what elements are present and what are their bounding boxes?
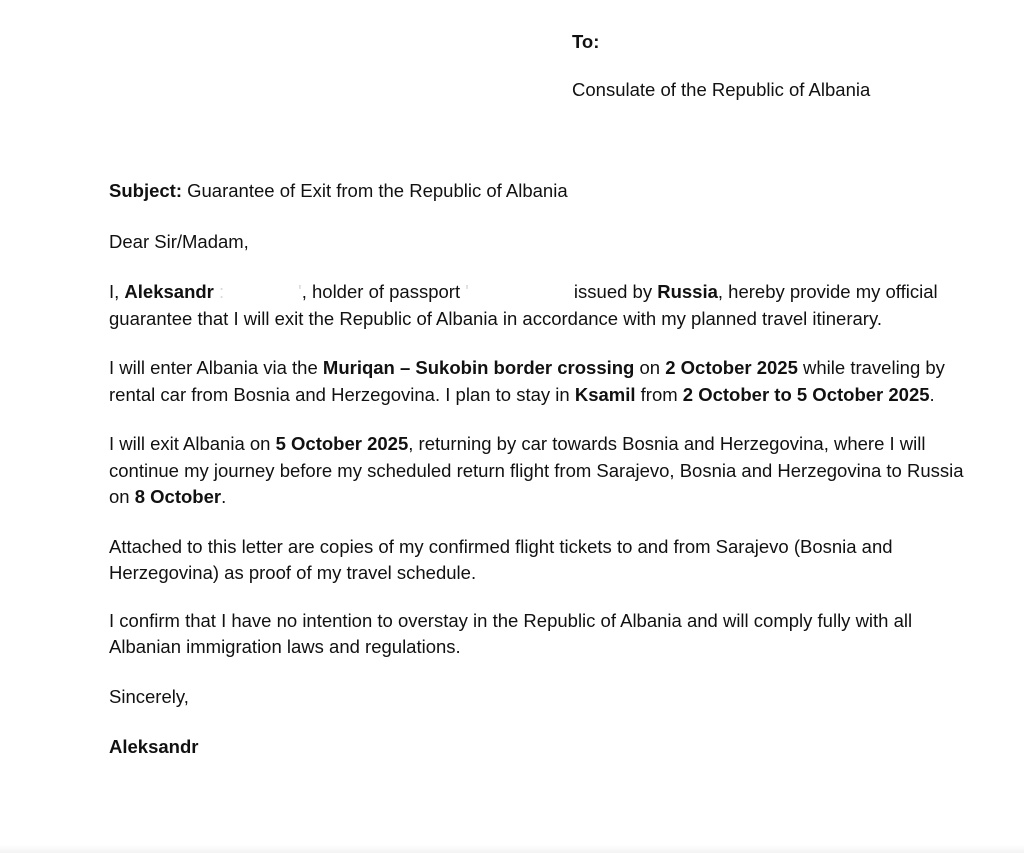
border-crossing: Muriqan – Sukobin border crossing bbox=[322, 357, 635, 378]
subject-line bbox=[109, 178, 969, 205]
subject-label: Subject: bbox=[109, 180, 182, 201]
paragraph-text: , hereby provide my official guarantee that I will exit the Republic of Albania in accordance with my planned travel itinerary. bbox=[109, 281, 938, 329]
recipient-name: Consulate of the Republic of Albania bbox=[572, 79, 871, 100]
signature-name: Aleksandr bbox=[109, 736, 199, 757]
applicant-name: Aleksandr bbox=[124, 281, 214, 302]
paragraph-identity bbox=[109, 279, 969, 332]
paragraph-entry bbox=[109, 355, 969, 408]
redaction-residue: ' bbox=[298, 281, 302, 302]
subject-text: Guarantee of Exit from the Republic of Albania bbox=[181, 180, 568, 201]
paragraph-text: . bbox=[221, 486, 227, 507]
redaction-residue: : bbox=[219, 281, 225, 302]
recipient-block bbox=[572, 30, 992, 102]
paragraph-text: , returning by car towards Bosnia and Herzegovina, where I will continue my journey before my scheduled return flight from Sarajevo, Bosnia and Herzegovina to Russia on bbox=[109, 433, 964, 507]
paragraph-text: from bbox=[635, 383, 683, 405]
stay-place: Ksamil bbox=[574, 383, 636, 405]
closing: Sincerely, bbox=[109, 685, 189, 707]
exit-date: 5 October 2025 bbox=[275, 433, 409, 454]
paragraph-text: while traveling by rental car from Bosnia and Herzegovina. I plan to stay in bbox=[109, 357, 945, 405]
paragraph-text: I will enter Albania via the bbox=[109, 357, 323, 378]
entry-date: 2 October 2025 bbox=[665, 357, 798, 378]
issuing-country: Russia bbox=[657, 281, 718, 302]
letter-body bbox=[109, 178, 969, 761]
paragraph-text: issued by bbox=[568, 281, 658, 302]
paragraph-text: . bbox=[929, 383, 935, 405]
page-bottom-shadow bbox=[0, 845, 1024, 853]
paragraph-text: I, bbox=[109, 281, 125, 302]
greeting: Dear Sir/Madam, bbox=[109, 230, 249, 252]
stay-range: 2 October to 5 October 2025 bbox=[682, 383, 930, 405]
paragraph-text: I will exit Albania on bbox=[109, 433, 276, 454]
paragraph-text: , holder of passport bbox=[301, 281, 466, 302]
signature bbox=[109, 734, 969, 761]
flight-date: 8 October bbox=[134, 486, 222, 507]
to-label: To: bbox=[572, 31, 600, 52]
redaction-residue: ' bbox=[465, 281, 469, 302]
redacted-passport-number bbox=[469, 283, 569, 301]
paragraph-text: on bbox=[634, 357, 666, 378]
redacted-surname bbox=[224, 283, 298, 301]
paragraph-attachments: Attached to this letter are copies of my confirmed flight tickets to and from Sarajevo (Bosnia and Herzegovina) as proof of my travel schedule. bbox=[109, 535, 893, 583]
paragraph-exit bbox=[109, 431, 969, 511]
paragraph-confirmation: I confirm that I have no intention to overstay in the Republic of Albania and will comply fully with all Albanian immigration laws and regulations. bbox=[109, 609, 913, 657]
